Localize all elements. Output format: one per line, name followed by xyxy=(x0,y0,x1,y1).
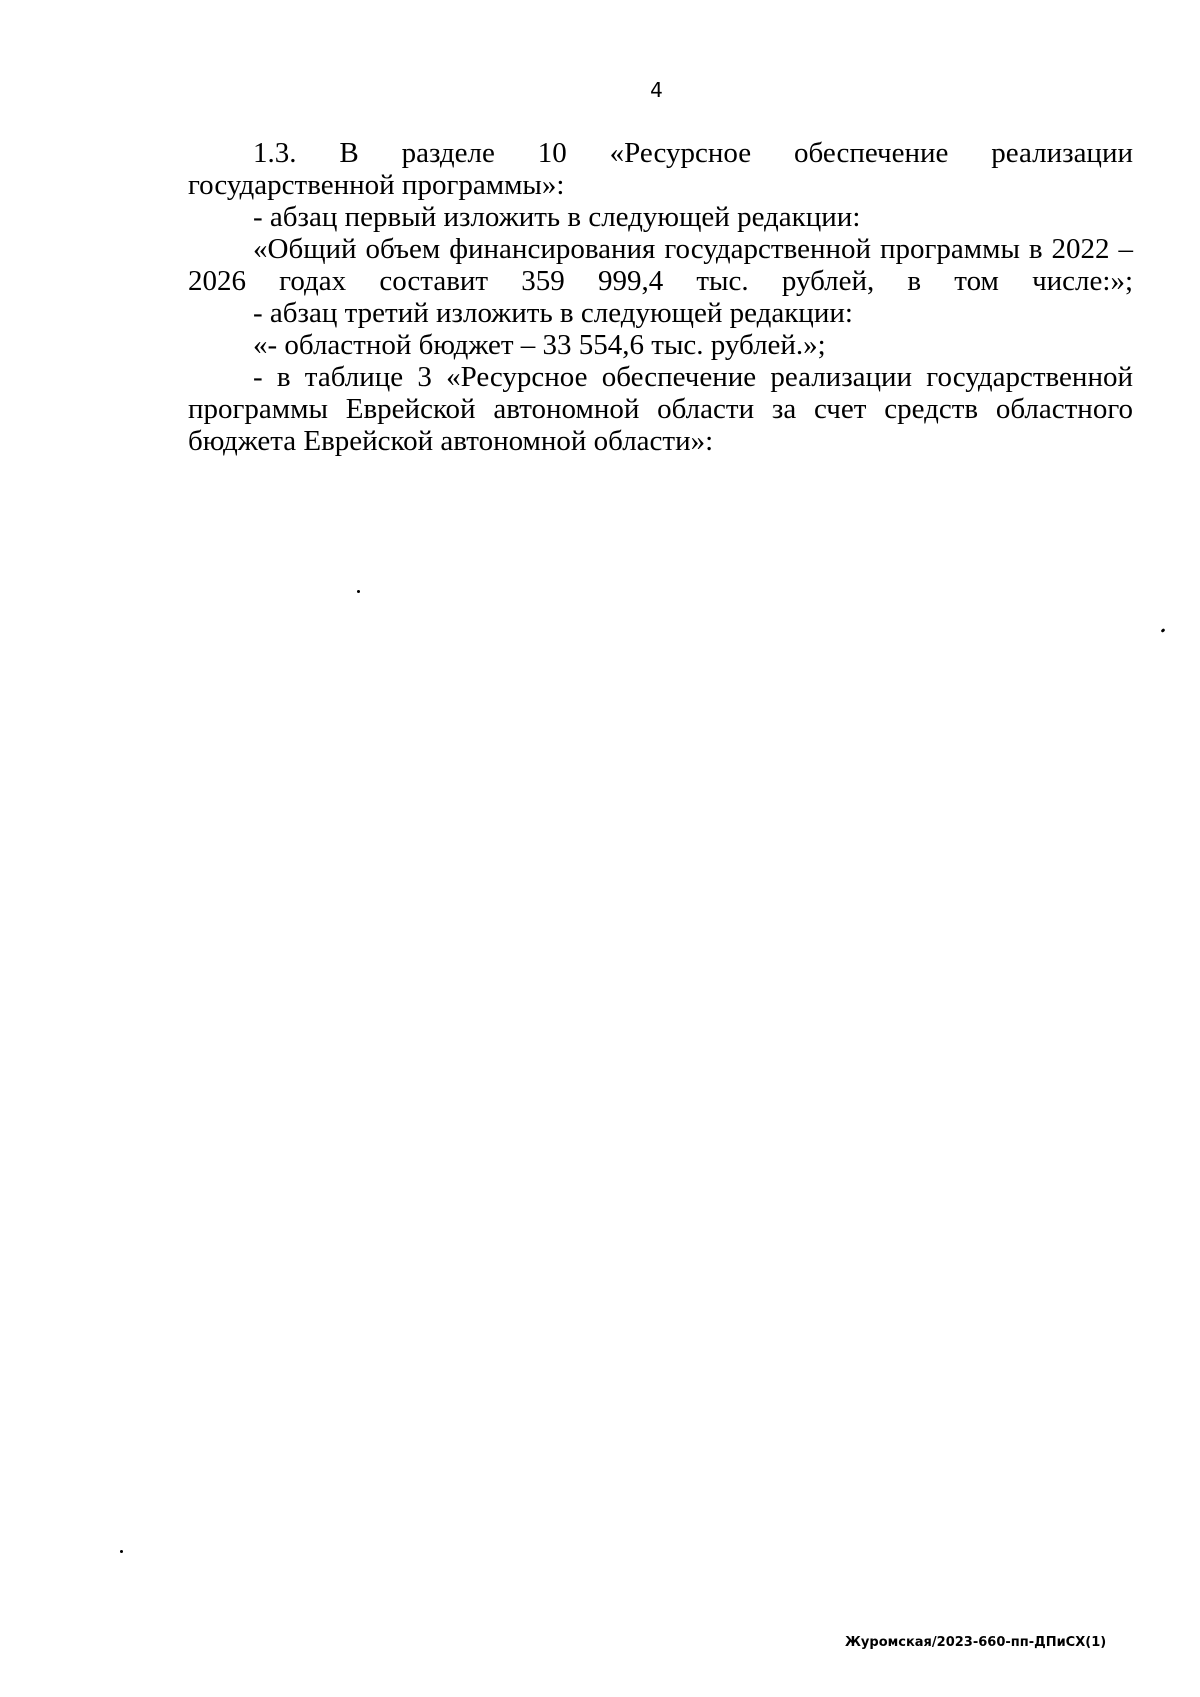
footer-reference: Журомская/2023-660-пп-ДПиСХ(1) xyxy=(845,1635,1107,1650)
paragraph-section-1-3: 1.3. В разделе 10 «Ресурсное обеспечение реализации государственной программы»: xyxy=(188,137,1133,201)
page-number: 4 xyxy=(650,78,663,102)
scan-speck xyxy=(1161,628,1166,633)
paragraph-third-abzac-instruction: - абзац третий изложить в следующей редакции: xyxy=(253,297,853,329)
scan-speck xyxy=(357,590,360,593)
paragraph-total-funding: «Общий объем финансирования государственной программы в 2022 – 2026 годах составит 359 999,4 тыс. рублей, в том числе:»; xyxy=(188,233,1133,297)
paragraph-table-3: - в таблице 3 «Ресурсное обеспечение реализации государственной программы Еврейской автономной области за счет средств областного бюджета Еврейской автономной области»: xyxy=(188,361,1133,457)
scan-speck xyxy=(120,1550,123,1553)
document-body xyxy=(188,137,1133,457)
paragraph-first-abzac-instruction: - абзац первый изложить в следующей редакции: xyxy=(253,201,861,233)
paragraph-regional-budget: «- областной бюджет – 33 554,6 тыс. рублей.»; xyxy=(253,329,826,361)
